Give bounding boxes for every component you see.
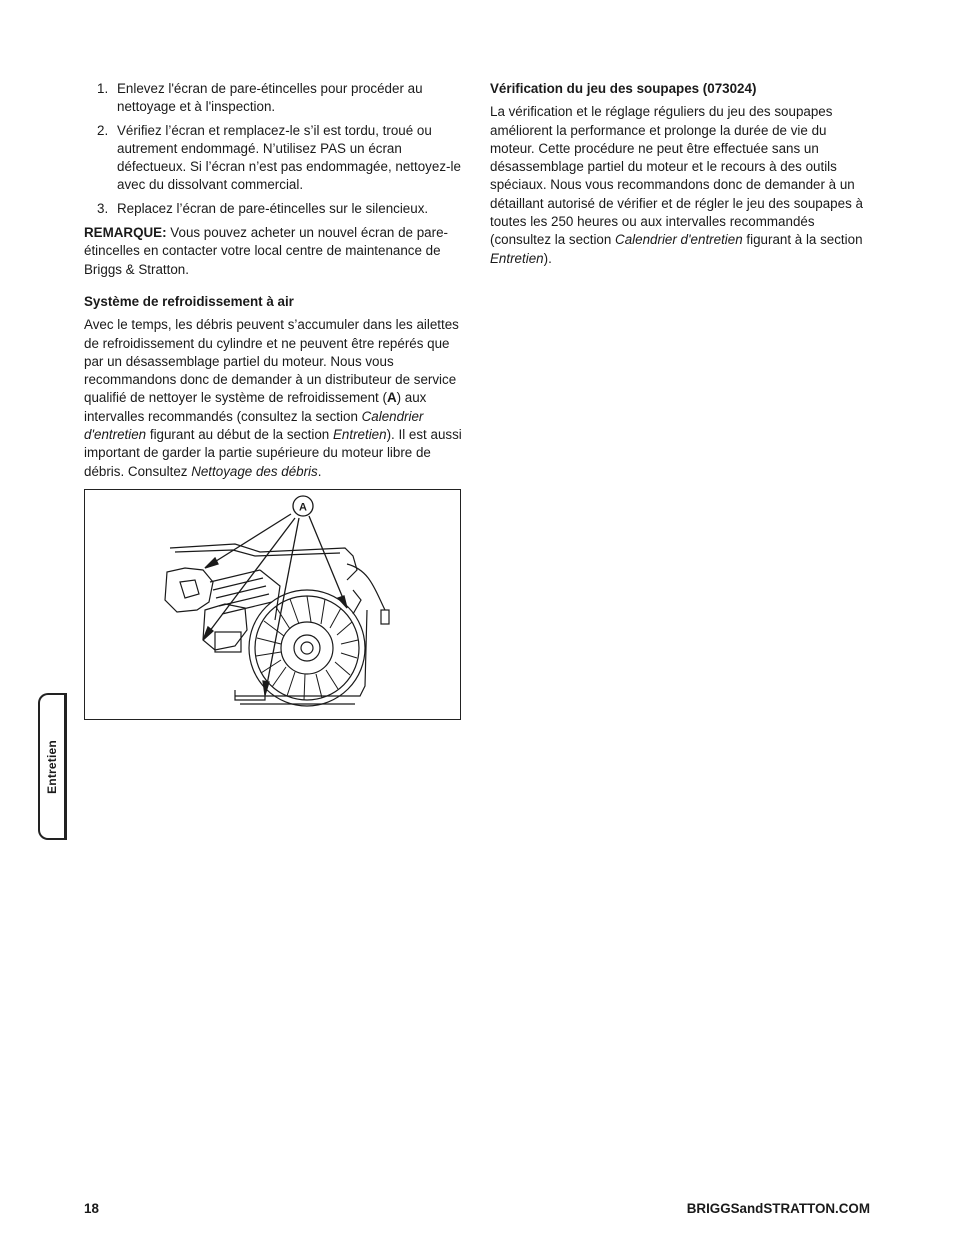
flywheel-fins bbox=[256, 596, 358, 700]
section-tab-label: Entretien bbox=[44, 739, 59, 794]
note-paragraph bbox=[84, 224, 463, 279]
left-column bbox=[84, 80, 463, 720]
valve-paragraph: La vérification et le réglage réguliers du jeu des soupapes améliorent la performance et prolonge la durée de vie du moteur. Cette procédure ne peut être effectuée sans un désassemblage partiel du moteur et le recours à des outils spéciaux. Nous vous recommandons donc de demander à un détaillant autorisé de vérifier et de régler le jeu des soupapes à toutes les 250 heures ou aux intervalles recommandés (consultez la section Calendrier d'entretien figurant à la section Entretien). bbox=[490, 104, 863, 266]
list-item: 1. Enlevez l'écran de pare-étincelles pour procéder au nettoyage et à l'inspection. bbox=[97, 81, 423, 115]
cooling-paragraph: Avec le temps, les débris peuvent s’accumuler dans les ailettes de refroidissement du cylindre et ne peuvent être repérés que par un désassemblage partiel du moteur. Nous vous recommandons donc de demander à un distributeur de service qualifié de nettoyer le système de refroidissement (A) aux intervalles recommandés (consultez la section Calendrier d'entretien figurant au début de la section Entretien). Il est aussi important de garder la partie supérieure du moteur libre de débris. Consultez Nettoyage des débris. bbox=[84, 317, 462, 479]
list-item: 2. Vérifiez l’écran et remplacez-le s’il est tordu, troué ou autrement endommagé. N’utilisez PAS un écran défectueux. Si l’écran n’est pas endommagée, nettoyez-le avec du dissolvant commercial. bbox=[97, 122, 461, 193]
spark-arrester-steps bbox=[84, 80, 463, 218]
note-text: Vous pouvez acheter un nouvel écran de pare-étincelles en contacter votre local centre de maintenance de Briggs & Stratton. bbox=[84, 225, 448, 277]
cooling-heading: Système de refroidissement à air bbox=[84, 293, 294, 309]
engine-illustration bbox=[85, 490, 462, 721]
list-item: 3. Replacez l’écran de pare-étincelles sur le silencieux. bbox=[97, 200, 429, 216]
note-label: REMARQUE: bbox=[84, 225, 167, 241]
page-number: 18 bbox=[84, 1201, 99, 1216]
callout-a-label: A bbox=[299, 501, 307, 514]
valve-heading: Vérification du jeu des soupapes (073024) bbox=[490, 81, 757, 96]
website-link: BRIGGSandSTRATTON.COM bbox=[686, 1201, 870, 1216]
right-column bbox=[490, 80, 870, 276]
engine-cooling-figure bbox=[84, 489, 461, 720]
section-tab bbox=[38, 693, 67, 840]
